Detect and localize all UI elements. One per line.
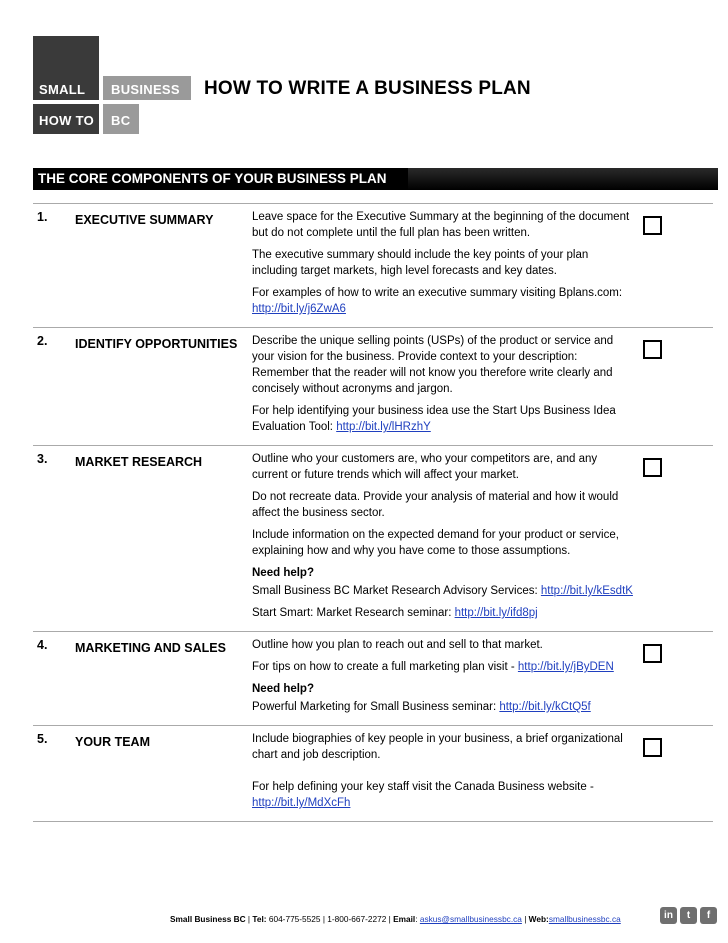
resource-link[interactable]: http://bit.ly/jByDEN xyxy=(517,661,614,673)
section-bar-shade xyxy=(408,168,718,190)
description-paragraph xyxy=(252,699,634,715)
twitter-icon[interactable]: t xyxy=(680,907,697,924)
resource-link[interactable]: http://bit.ly/kCtQ5f xyxy=(499,701,591,713)
description-paragraph xyxy=(252,209,634,241)
section-heading: THE CORE COMPONENTS OF YOUR BUSINESS PLAN xyxy=(38,171,387,186)
facebook-icon[interactable]: f xyxy=(700,907,717,924)
component-description xyxy=(252,204,634,327)
component-heading: MARKETING AND SALES xyxy=(75,641,226,655)
description-paragraph xyxy=(252,527,634,559)
description-paragraph xyxy=(252,659,634,675)
completion-checkbox[interactable] xyxy=(643,644,662,663)
paragraph-text: The executive summary should include the key points of your plan including target markets, high level forecasts and key dates. xyxy=(252,249,589,277)
small-business-bc-logo xyxy=(33,36,193,134)
resource-link[interactable]: http://bit.ly/ifd8pj xyxy=(454,607,538,619)
description-paragraph xyxy=(252,779,634,811)
footer-org: Small Business BC xyxy=(170,914,246,924)
paragraph-text: Include information on the expected demand for your product or service, explaining how and why you have come to those assumptions. xyxy=(252,529,619,557)
component-number: 5. xyxy=(37,732,48,746)
components-list xyxy=(33,203,713,822)
footer-web-link[interactable]: smallbusinessbc.ca xyxy=(548,914,621,924)
component-heading: YOUR TEAM xyxy=(75,735,150,749)
footer-tel-label: Tel: xyxy=(252,914,267,924)
completion-checkbox[interactable] xyxy=(643,340,662,359)
description-paragraph xyxy=(252,247,634,279)
description-paragraph xyxy=(252,605,634,621)
description-paragraph xyxy=(252,565,634,581)
footer-contact: Small Business BC | Tel: 604-775-5525 | 1-800-667-2272 | Email: askus@smallbusinessbc.ca | Web:smallbusinessbc.ca xyxy=(170,914,621,924)
paragraph-text: For help defining your key staff visit the Canada Business website - xyxy=(252,781,594,793)
component-number: 4. xyxy=(37,638,48,652)
component-description xyxy=(252,446,634,631)
component-row xyxy=(33,725,713,822)
paragraph-text: For examples of how to write an executive summary visiting Bplans.com: xyxy=(252,287,623,299)
component-number: 3. xyxy=(37,452,48,466)
logo-word: BC xyxy=(111,113,131,128)
paragraph-text: Start Smart: Market Research seminar: xyxy=(252,607,455,619)
component-heading: IDENTIFY OPPORTUNITIES xyxy=(75,337,238,351)
footer-tollfree: 1-800-667-2272 xyxy=(327,914,387,924)
description-paragraph xyxy=(252,731,634,763)
paragraph-text: Include biographies of key people in your business, a brief organizational chart and job description. xyxy=(252,733,623,761)
component-heading: MARKET RESEARCH xyxy=(75,455,203,469)
logo-word: BUSINESS xyxy=(111,82,180,97)
paragraph-text: Outline who your customers are, who your competitors are, and any current or future trends which will affect your market. xyxy=(252,453,598,481)
linkedin-icon[interactable]: in xyxy=(660,907,677,924)
paragraph-text: Describe the unique selling points (USPs) of the product or service and your vision for the business. Provide context to your description: Remember that the reader will not know you therefore write clearly and concisely without acronyms and jargon. xyxy=(252,335,614,395)
paragraph-text: Do not recreate data. Provide your analysis of material and how it would affect the business sector. xyxy=(252,491,619,519)
description-paragraph xyxy=(252,681,634,697)
paragraph-text: Need help? xyxy=(252,683,314,695)
paragraph-text: For tips on how to create a full marketing plan visit - xyxy=(252,661,518,673)
completion-checkbox[interactable] xyxy=(643,738,662,757)
completion-checkbox[interactable] xyxy=(643,458,662,477)
component-row xyxy=(33,445,713,631)
logo-word: HOW TO xyxy=(39,113,94,128)
paragraph-text: Need help? xyxy=(252,567,314,579)
footer-tel: 604-775-5525 xyxy=(268,914,321,924)
description-paragraph xyxy=(252,637,634,653)
component-row xyxy=(33,631,713,725)
resource-link[interactable]: http://bit.ly/lHRzhY xyxy=(336,421,431,433)
component-description xyxy=(252,632,634,725)
component-description xyxy=(252,328,634,445)
paragraph-text: Outline how you plan to reach out and sell to that market. xyxy=(252,639,543,651)
paragraph-text: For help identifying your business idea use the Start Ups Business Idea Evaluation Tool: xyxy=(252,405,616,433)
component-row xyxy=(33,327,713,445)
document-title: HOW TO WRITE A BUSINESS PLAN xyxy=(204,78,531,99)
paragraph-text: Leave space for the Executive Summary at the beginning of the document but do not complete until the full plan has been written. xyxy=(252,211,630,239)
completion-checkbox[interactable] xyxy=(643,216,662,235)
component-heading: EXECUTIVE SUMMARY xyxy=(75,213,214,227)
footer-web-label: Web: xyxy=(528,914,549,924)
description-paragraph xyxy=(252,583,634,599)
component-description xyxy=(252,726,634,821)
component-row xyxy=(33,203,713,327)
resource-link[interactable]: http://bit.ly/MdXcFh xyxy=(252,797,351,809)
description-paragraph xyxy=(252,403,634,435)
section-heading-bar xyxy=(33,168,718,190)
footer-email-link[interactable]: askus@smallbusinessbc.ca xyxy=(419,914,522,924)
footer-email-label: Email xyxy=(393,914,416,924)
resource-link[interactable]: http://bit.ly/j6ZwA6 xyxy=(252,303,346,315)
paragraph-text: Small Business BC Market Research Advisory Services: xyxy=(252,585,541,597)
component-number: 2. xyxy=(37,334,48,348)
description-paragraph xyxy=(252,489,634,521)
resource-link[interactable]: http://bit.ly/kEsdtK xyxy=(540,585,633,597)
description-paragraph xyxy=(252,451,634,483)
paragraph-text: Powerful Marketing for Small Business seminar: xyxy=(252,701,500,713)
description-paragraph xyxy=(252,333,634,397)
component-number: 1. xyxy=(37,210,48,224)
logo-word: SMALL xyxy=(39,82,86,97)
description-paragraph xyxy=(252,285,634,317)
